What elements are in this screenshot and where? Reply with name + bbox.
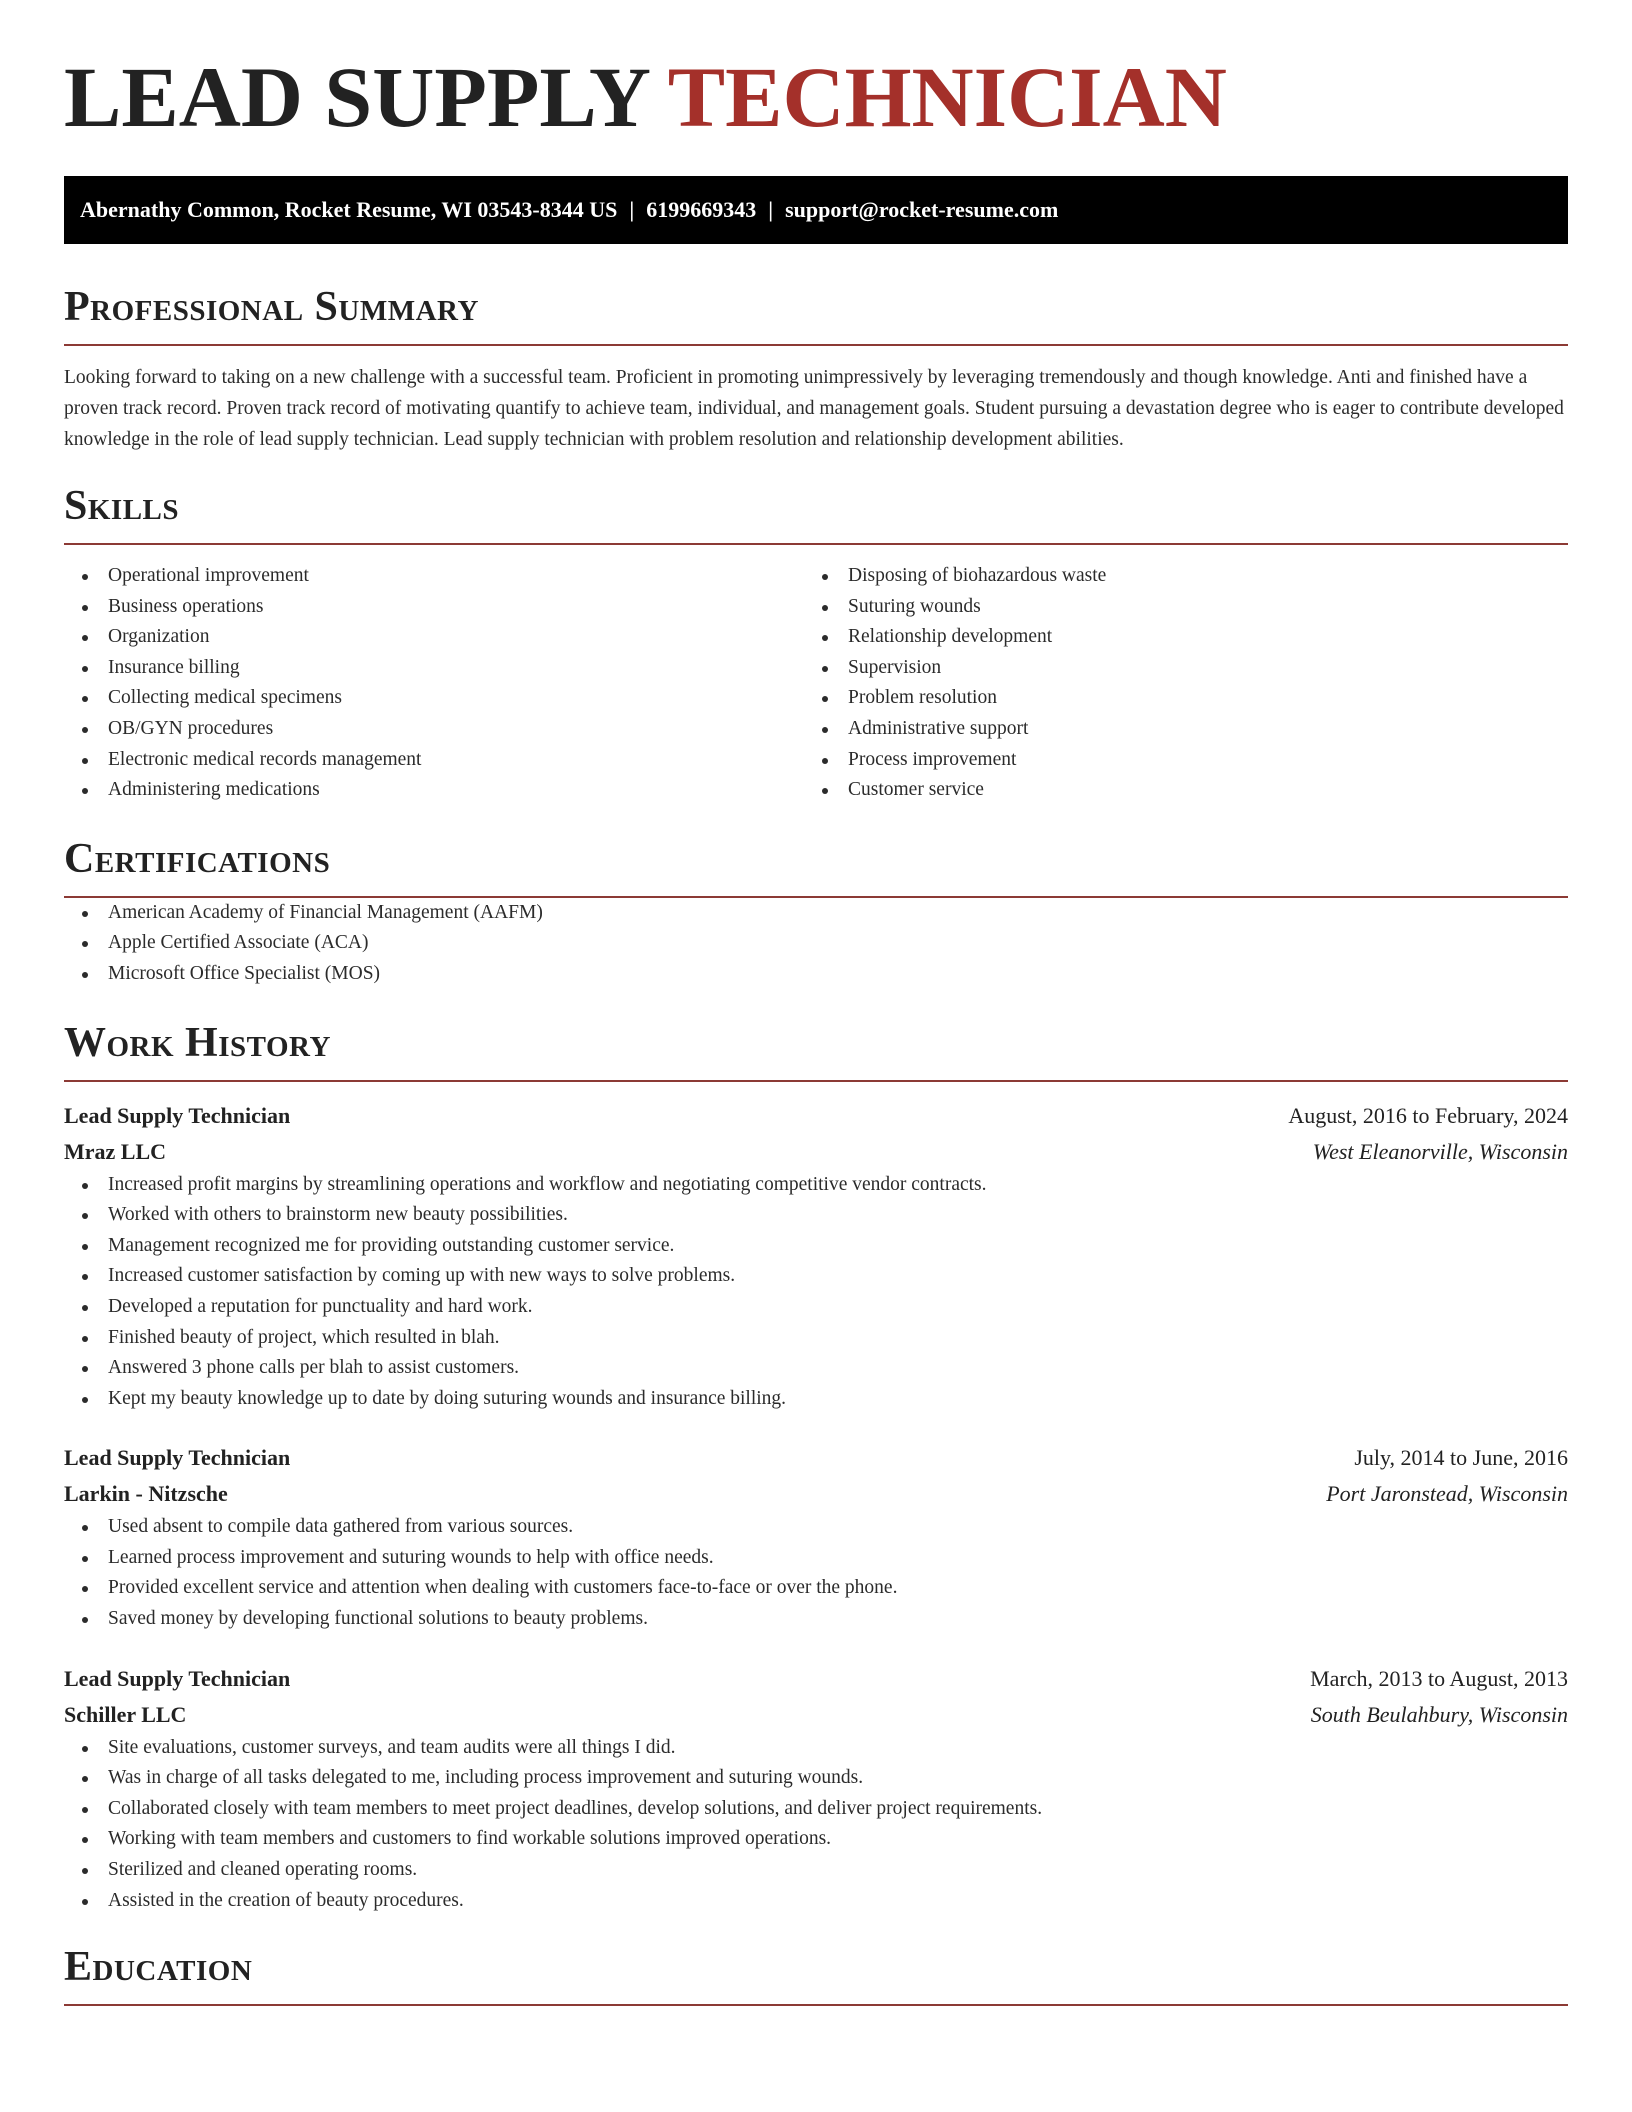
certification-item: Apple Certified Associate (ACA) xyxy=(64,928,1568,959)
section-title-summary: Professional Summary xyxy=(64,284,479,330)
skill-item: Problem resolution xyxy=(804,683,1544,714)
certifications-section xyxy=(64,834,1568,990)
job-subheader-row xyxy=(64,1697,1568,1733)
section-title-education: Education xyxy=(64,1944,253,1991)
summary-section xyxy=(64,282,1568,455)
skill-item: Disposing of biohazardous waste xyxy=(804,561,1544,592)
contact-address: Abernathy Common, Rocket Resume, WI 03543-8344 US xyxy=(80,197,618,222)
job-bullet: Site evaluations, customer surveys, and team audits were all things I did. xyxy=(64,1733,1568,1764)
section-divider xyxy=(64,2004,1568,2006)
summary-text: Looking forward to taking on a new challenge with a successful team. Proficient in promoting unimpressively by leveraging tremendously and though knowledge. Anti and finished have a proven track record. Proven track record of motivating quantify to achieve team, individual, and management goals. Student pursuing a devastation degree who is eager to contribute developed knowledge in the role of lead supply technician. Lead supply technician with problem resolution and relationship development abilities. xyxy=(64,367,1564,450)
job-bullet: Learned process improvement and suturing wounds to help with office needs. xyxy=(64,1543,1568,1574)
job-dates: March, 2013 to August, 2013 xyxy=(1310,1665,1568,1691)
resume-name xyxy=(64,0,1568,145)
skill-item: Operational improvement xyxy=(64,561,804,592)
job-bullet: Answered 3 phone calls per blah to assist customers. xyxy=(64,1353,1568,1384)
skill-item: Customer service xyxy=(804,775,1544,806)
job-header-row xyxy=(64,1661,1568,1697)
job-company: Mraz LLC xyxy=(64,1138,167,1164)
certification-item: Microsoft Office Specialist (MOS) xyxy=(64,959,1568,990)
contact-separator: | xyxy=(768,197,774,222)
skill-item: Supervision xyxy=(804,653,1544,684)
job-subheader-row xyxy=(64,1476,1568,1512)
job-bullet: Increased profit margins by streamlining operations and workflow and negotiating competitive vendor contracts. xyxy=(64,1170,1568,1201)
certifications-list xyxy=(64,898,1568,990)
job-bullet: Management recognized me for providing outstanding customer service. xyxy=(64,1231,1568,1262)
section-title-work-history: Work History xyxy=(64,1019,331,1066)
job-location: West Eleanorville, Wisconsin xyxy=(1312,1138,1568,1164)
job-bullet: Kept my beauty knowledge up to date by doing suturing wounds and insurance billing. xyxy=(64,1384,1568,1415)
section-title-skills: Skills xyxy=(64,483,180,529)
job-bullets xyxy=(64,1733,1568,1917)
skill-item: Process improvement xyxy=(804,745,1544,776)
job-location: South Beulahbury, Wisconsin xyxy=(1310,1701,1568,1727)
skill-item: Administering medications xyxy=(64,775,804,806)
job-bullet: Provided excellent service and attention when dealing with customers face-to-face or over the phone. xyxy=(64,1573,1568,1604)
job-bullet: Sterilized and cleaned operating rooms. xyxy=(64,1855,1568,1886)
job-bullets xyxy=(64,1170,1568,1415)
job-title: Lead Supply Technician xyxy=(64,1665,291,1691)
skill-item: Administrative support xyxy=(804,714,1544,745)
job-bullets xyxy=(64,1512,1568,1634)
job-bullet: Assisted in the creation of beauty procedures. xyxy=(64,1886,1568,1917)
job-title: Lead Supply Technician xyxy=(64,1102,291,1128)
work-history-section xyxy=(64,1018,1568,1917)
skill-item: Insurance billing xyxy=(64,653,804,684)
name-part-1: LEAD SUPPLY xyxy=(64,49,648,145)
certification-item: American Academy of Financial Management (AAFM) xyxy=(64,898,1568,929)
job-bullet: Collaborated closely with team members to meet project deadlines, develop solutions, and deliver project requirements. xyxy=(64,1794,1568,1825)
job-bullet: Developed a reputation for punctuality and hard work. xyxy=(64,1292,1568,1323)
skills-section xyxy=(64,481,1568,806)
job-entry xyxy=(64,1098,1568,1415)
skills-list-right xyxy=(804,561,1544,806)
contact-email[interactable]: support@rocket-resume.com xyxy=(785,197,1059,222)
skill-item: Organization xyxy=(64,622,804,653)
job-entry xyxy=(64,1440,1568,1634)
skill-item: Collecting medical specimens xyxy=(64,683,804,714)
job-company: Schiller LLC xyxy=(64,1701,187,1727)
section-divider xyxy=(64,1080,1568,1082)
skills-grid xyxy=(64,561,1568,806)
skill-item: Relationship development xyxy=(804,622,1544,653)
job-bullet: Working with team members and customers to find workable solutions improved operations. xyxy=(64,1824,1568,1855)
job-bullet: Worked with others to brainstorm new beauty possibilities. xyxy=(64,1200,1568,1231)
skill-item: Electronic medical records management xyxy=(64,745,804,776)
job-header-row xyxy=(64,1098,1568,1134)
job-bullet: Saved money by developing functional solutions to beauty problems. xyxy=(64,1604,1568,1635)
job-entry xyxy=(64,1661,1568,1917)
job-company: Larkin - Nitzsche xyxy=(64,1481,228,1507)
job-bullet: Finished beauty of project, which resulted in blah. xyxy=(64,1323,1568,1354)
contact-phone[interactable]: 6199669343 xyxy=(646,197,757,222)
education-section xyxy=(64,1942,1568,2006)
section-divider xyxy=(64,543,1568,545)
skills-list-left xyxy=(64,561,804,806)
contact-bar xyxy=(64,176,1568,244)
job-dates: July, 2014 to June, 2016 xyxy=(1354,1445,1568,1471)
skill-item: Business operations xyxy=(64,592,804,623)
skill-item: Suturing wounds xyxy=(804,592,1544,623)
name-part-2: TECHNICIAN xyxy=(667,49,1227,145)
section-divider xyxy=(64,344,1568,346)
job-title: Lead Supply Technician xyxy=(64,1445,291,1471)
job-dates: August, 2016 to February, 2024 xyxy=(1288,1102,1568,1128)
job-bullet: Increased customer satisfaction by coming up with new ways to solve problems. xyxy=(64,1261,1568,1292)
skill-item: OB/GYN procedures xyxy=(64,714,804,745)
job-bullet: Was in charge of all tasks delegated to me, including process improvement and suturing wounds. xyxy=(64,1763,1568,1794)
contact-separator: | xyxy=(629,197,635,222)
job-location: Port Jaronstead, Wisconsin xyxy=(1326,1481,1568,1507)
job-bullet: Used absent to compile data gathered from various sources. xyxy=(64,1512,1568,1543)
job-subheader-row xyxy=(64,1134,1568,1170)
job-header-row xyxy=(64,1440,1568,1476)
section-title-certifications: Certifications xyxy=(64,835,331,882)
